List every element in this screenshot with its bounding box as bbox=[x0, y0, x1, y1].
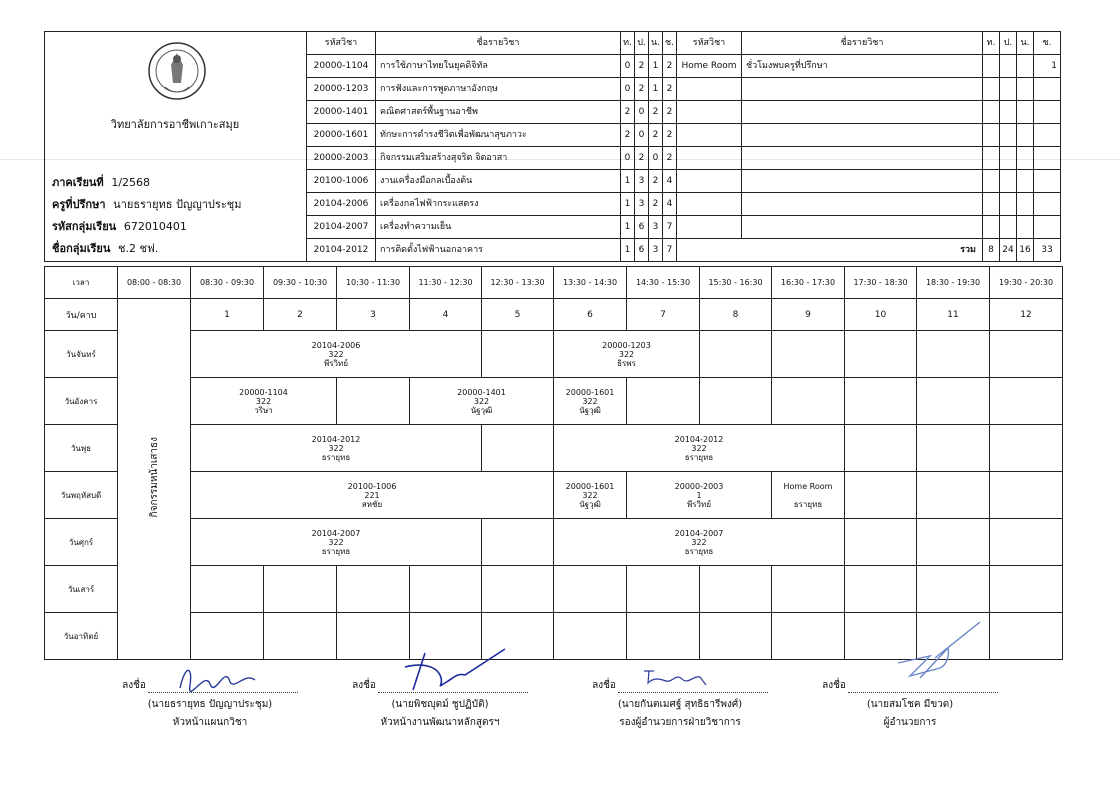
class-code: 20000-1601 bbox=[565, 387, 615, 397]
empty-cell bbox=[983, 147, 1000, 170]
empty-cell bbox=[1000, 147, 1017, 170]
empty-cell bbox=[1034, 78, 1061, 101]
empty-cell bbox=[742, 101, 983, 124]
signer-role: ผู้อำนวยการ bbox=[883, 717, 937, 728]
header-code: รหัสวิชา bbox=[307, 32, 376, 55]
empty-slot bbox=[554, 613, 627, 660]
empty-cell bbox=[983, 78, 1000, 101]
empty-cell bbox=[1000, 170, 1017, 193]
header-name-right: ชื่อรายวิชา bbox=[742, 32, 983, 55]
sign-prefix: ลงชื่อ bbox=[822, 680, 846, 691]
empty-cell bbox=[1000, 78, 1017, 101]
class-code: 20000-2003 bbox=[674, 481, 724, 491]
course-name: การฟังและการพูดภาษาอังกฤษ bbox=[376, 78, 621, 101]
course-n: 2 bbox=[649, 193, 663, 216]
course-name: เครื่องกลไฟฟ้ากระแสตรง bbox=[376, 193, 621, 216]
course-n: 2 bbox=[649, 101, 663, 124]
empty-cell bbox=[677, 193, 742, 216]
empty-slot bbox=[482, 519, 554, 566]
class-code: 20104-2006 bbox=[311, 340, 361, 350]
handwritten-signature-4 bbox=[890, 618, 985, 693]
course-c: 2 bbox=[663, 78, 677, 101]
time-slot: 11:30 - 12:30 bbox=[410, 267, 482, 299]
empty-slot bbox=[337, 378, 410, 425]
group-name-value: ช.2 ชฟ. bbox=[118, 242, 159, 255]
class-teacher: ธรายุทธ bbox=[684, 546, 714, 556]
period-number: 2 bbox=[264, 299, 337, 331]
school-info bbox=[44, 31, 306, 265]
time-slot: 09:30 - 10:30 bbox=[264, 267, 337, 299]
class-block bbox=[627, 472, 772, 519]
group-name-line bbox=[52, 239, 158, 257]
class-block bbox=[191, 472, 554, 519]
class-room: 322 bbox=[691, 537, 707, 547]
advisor-label: ครูที่ปรึกษา bbox=[52, 198, 106, 211]
class-code: 20000-1203 bbox=[602, 340, 651, 350]
totals-label: รวม bbox=[677, 239, 983, 262]
period-number: 12 bbox=[990, 299, 1063, 331]
empty-slot bbox=[482, 566, 554, 613]
course-t: 0 bbox=[621, 147, 635, 170]
empty-cell bbox=[1034, 170, 1061, 193]
empty-cell bbox=[1034, 124, 1061, 147]
signer-name: (นายสมโชค มีขวด) bbox=[866, 699, 954, 710]
time-slot: 08:00 - 08:30 bbox=[118, 267, 191, 299]
signer-role: รองผู้อำนวยการฝ่ายวิชาการ bbox=[619, 717, 741, 728]
course-t: 2 bbox=[621, 101, 635, 124]
course-p: 3 bbox=[635, 193, 649, 216]
empty-slot bbox=[410, 566, 482, 613]
empty-cell bbox=[1017, 147, 1034, 170]
semester-value: 1/2568 bbox=[111, 176, 151, 189]
class-teacher: วริษา bbox=[254, 405, 273, 415]
course-p-right bbox=[1000, 55, 1017, 78]
empty-cell bbox=[1000, 124, 1017, 147]
empty-cell bbox=[1017, 170, 1034, 193]
advisor-line bbox=[52, 195, 241, 213]
empty-slot bbox=[700, 613, 772, 660]
day-row-saturday bbox=[45, 566, 1063, 613]
empty-slot bbox=[772, 378, 845, 425]
course-c: 2 bbox=[663, 101, 677, 124]
empty-slot bbox=[990, 331, 1063, 378]
class-teacher: ธรายุทธ bbox=[684, 452, 714, 462]
time-slot: 17:30 - 18:30 bbox=[845, 267, 917, 299]
header-c-right: ช. bbox=[1034, 32, 1061, 55]
empty-slot bbox=[917, 566, 990, 613]
course-n: 2 bbox=[649, 170, 663, 193]
time-slot: 13:30 - 14:30 bbox=[554, 267, 627, 299]
college-seal-logo bbox=[147, 39, 207, 107]
empty-cell bbox=[1034, 216, 1061, 239]
course-n: 0 bbox=[649, 147, 663, 170]
course-c: 2 bbox=[663, 147, 677, 170]
empty-cell bbox=[1017, 124, 1034, 147]
empty-slot bbox=[482, 425, 554, 472]
course-t: 0 bbox=[621, 78, 635, 101]
empty-slot bbox=[845, 331, 917, 378]
course-c: 4 bbox=[663, 193, 677, 216]
empty-slot bbox=[845, 566, 917, 613]
empty-slot bbox=[917, 331, 990, 378]
course-t: 1 bbox=[621, 239, 635, 262]
class-block bbox=[191, 378, 337, 425]
course-n: 1 bbox=[649, 55, 663, 78]
time-slot: 08:30 - 09:30 bbox=[191, 267, 264, 299]
time-slot: 19:30 - 20:30 bbox=[990, 267, 1063, 299]
timetable-grid bbox=[44, 266, 1063, 660]
course-code: 20000-1104 bbox=[307, 55, 376, 78]
header-p-right: ป. bbox=[1000, 32, 1017, 55]
period-number: 5 bbox=[482, 299, 554, 331]
class-code: 20100-1006 bbox=[347, 481, 397, 491]
course-t: 2 bbox=[621, 124, 635, 147]
time-slot: 14:30 - 15:30 bbox=[627, 267, 700, 299]
header-t-right: ท. bbox=[983, 32, 1000, 55]
day-label: วันศุกร์ bbox=[45, 519, 118, 566]
period-number: 11 bbox=[917, 299, 990, 331]
period-number: 3 bbox=[337, 299, 410, 331]
empty-slot bbox=[554, 566, 627, 613]
group-name-label: ชื่อกลุ่มเรียน bbox=[52, 242, 111, 255]
course-c-right: 1 bbox=[1034, 55, 1061, 78]
class-room: 322 bbox=[473, 396, 490, 406]
class-room: 322 bbox=[582, 396, 598, 406]
class-code: 20000-1104 bbox=[239, 387, 288, 397]
empty-cell bbox=[1000, 216, 1017, 239]
empty-cell bbox=[983, 101, 1000, 124]
header-n-right: น. bbox=[1017, 32, 1034, 55]
empty-slot bbox=[264, 566, 337, 613]
empty-cell bbox=[742, 147, 983, 170]
time-slot: 16:30 - 17:30 bbox=[772, 267, 845, 299]
period-number: 10 bbox=[845, 299, 917, 331]
empty-slot bbox=[917, 519, 990, 566]
empty-cell bbox=[1017, 101, 1034, 124]
empty-cell bbox=[677, 124, 742, 147]
empty-slot bbox=[772, 331, 845, 378]
empty-cell bbox=[1034, 147, 1061, 170]
class-code: Home Room bbox=[783, 481, 833, 491]
course-code: 20104-2007 bbox=[307, 216, 376, 239]
class-room: 322 bbox=[582, 490, 598, 500]
empty-cell bbox=[1000, 101, 1017, 124]
course-p: 2 bbox=[635, 55, 649, 78]
time-slot: 15:30 - 16:30 bbox=[700, 267, 772, 299]
period-number: 9 bbox=[772, 299, 845, 331]
empty-slot bbox=[700, 331, 772, 378]
empty-slot bbox=[772, 613, 845, 660]
day-label: วันเสาร์ bbox=[45, 566, 118, 613]
course-p: 2 bbox=[635, 147, 649, 170]
handwritten-signature-2 bbox=[395, 645, 510, 695]
course-p: 2 bbox=[635, 78, 649, 101]
signer-name: (นายกันตเมศฐ์ สุทธิธารีพงศ์) bbox=[617, 699, 743, 710]
group-code-line bbox=[52, 217, 187, 235]
course-code: 20104-2006 bbox=[307, 193, 376, 216]
semester-line bbox=[52, 173, 150, 191]
class-teacher: ธรายุทธ bbox=[321, 546, 351, 556]
course-c: 7 bbox=[663, 216, 677, 239]
period-number: 8 bbox=[700, 299, 772, 331]
empty-slot bbox=[627, 378, 700, 425]
course-t: 0 bbox=[621, 55, 635, 78]
course-code: 20104-2012 bbox=[307, 239, 376, 262]
empty-cell bbox=[677, 147, 742, 170]
class-room: 322 bbox=[328, 443, 344, 453]
course-code: 20000-2003 bbox=[307, 147, 376, 170]
course-code: 20000-1203 bbox=[307, 78, 376, 101]
group-code-value: 672010401 bbox=[123, 220, 187, 233]
class-code: 20000-1401 bbox=[457, 387, 506, 397]
course-name: งานเครื่องมือกลเบื้องต้น bbox=[376, 170, 621, 193]
class-teacher: ธรายุทธ bbox=[793, 499, 823, 509]
class-code: 20104-2007 bbox=[311, 528, 361, 538]
day-row-monday bbox=[45, 331, 1063, 378]
totals-t: 8 bbox=[983, 239, 1000, 262]
class-room: 221 bbox=[364, 490, 380, 500]
header-c: ช. bbox=[663, 32, 677, 55]
empty-cell bbox=[1017, 78, 1034, 101]
empty-cell bbox=[742, 193, 983, 216]
empty-cell bbox=[1034, 193, 1061, 216]
homeroom-activity-cell bbox=[118, 299, 191, 660]
day-label: วันอาทิตย์ bbox=[45, 613, 118, 660]
empty-cell bbox=[983, 216, 1000, 239]
empty-slot bbox=[845, 519, 917, 566]
day-label: วันพุธ bbox=[45, 425, 118, 472]
empty-slot bbox=[990, 378, 1063, 425]
empty-slot bbox=[990, 472, 1063, 519]
course-t: 1 bbox=[621, 193, 635, 216]
handwritten-signature-1 bbox=[175, 660, 265, 696]
class-room: 1 bbox=[696, 490, 702, 500]
period-number: 6 bbox=[554, 299, 627, 331]
empty-cell bbox=[677, 170, 742, 193]
period-number: 7 bbox=[627, 299, 700, 331]
course-t: 1 bbox=[621, 216, 635, 239]
group-code-label: รหัสกลุ่มเรียน bbox=[52, 220, 117, 233]
empty-cell bbox=[1017, 216, 1034, 239]
class-teacher: ธิรพร bbox=[617, 358, 636, 368]
class-teacher: นัฐวุฒิ bbox=[579, 499, 601, 509]
empty-slot bbox=[482, 331, 554, 378]
course-p: 6 bbox=[635, 239, 649, 262]
period-number: 4 bbox=[410, 299, 482, 331]
class-teacher: พีรวิทย์ bbox=[686, 499, 712, 509]
signer-name: (นายธรายุทธ ปัญญาประชุม) bbox=[147, 699, 273, 710]
day-row-thursday bbox=[45, 472, 1063, 519]
course-n: 2 bbox=[649, 124, 663, 147]
day-row-tuesday bbox=[45, 378, 1063, 425]
class-block bbox=[772, 472, 845, 519]
course-name: การใช้ภาษาไทยในยุคดิจิทัล bbox=[376, 55, 621, 78]
period-number: 1 bbox=[191, 299, 264, 331]
empty-cell bbox=[1000, 193, 1017, 216]
class-room: 322 bbox=[328, 349, 344, 359]
advisor-value: นายธรายุทธ ปัญญาประชุม bbox=[113, 198, 242, 211]
signer-role: หัวหน้าแผนกวิชา bbox=[172, 717, 248, 728]
course-code: 20000-1601 bbox=[307, 124, 376, 147]
empty-cell bbox=[1017, 193, 1034, 216]
course-c: 2 bbox=[663, 124, 677, 147]
empty-cell bbox=[983, 170, 1000, 193]
header-t: ท. bbox=[621, 32, 635, 55]
empty-slot bbox=[845, 378, 917, 425]
class-teacher: สหชัย bbox=[361, 499, 383, 509]
class-code: 20000-1601 bbox=[565, 481, 615, 491]
signer-role: หัวหน้างานพัฒนาหลักสูตรฯ bbox=[380, 717, 500, 728]
course-name: ทักษะการดำรงชีวิตเพื่อพัฒนาสุขภาวะ bbox=[376, 124, 621, 147]
empty-slot bbox=[845, 472, 917, 519]
empty-slot bbox=[917, 378, 990, 425]
course-code: 20000-1401 bbox=[307, 101, 376, 124]
course-p: 0 bbox=[635, 124, 649, 147]
empty-cell bbox=[742, 78, 983, 101]
sign-prefix: ลงชื่อ bbox=[592, 680, 616, 691]
class-room: 322 bbox=[618, 349, 635, 359]
sign-prefix: ลงชื่อ bbox=[122, 680, 146, 691]
time-row bbox=[45, 267, 1063, 299]
class-code: 20104-2007 bbox=[674, 528, 724, 538]
class-block bbox=[554, 472, 627, 519]
course-name: กิจกรรมเสริมสร้างสุจริต จิตอาสา bbox=[376, 147, 621, 170]
day-label: วันจันทร์ bbox=[45, 331, 118, 378]
course-n-right bbox=[1017, 55, 1034, 78]
class-teacher: นัฐวุฒิ bbox=[470, 405, 493, 415]
time-slot: 18:30 - 19:30 bbox=[917, 267, 990, 299]
course-c: 4 bbox=[663, 170, 677, 193]
class-block bbox=[554, 378, 627, 425]
handwritten-signature-3 bbox=[640, 665, 710, 689]
empty-cell bbox=[677, 216, 742, 239]
class-block bbox=[410, 378, 554, 425]
course-code-right: Home Room bbox=[677, 55, 742, 78]
class-block bbox=[554, 425, 845, 472]
empty-slot bbox=[917, 472, 990, 519]
class-code: 20104-2012 bbox=[674, 434, 724, 444]
empty-cell bbox=[983, 193, 1000, 216]
course-name: การติดตั้งไฟฟ้านอกอาคาร bbox=[376, 239, 621, 262]
time-label: เวลา bbox=[45, 267, 118, 299]
homeroom-activity-label: กิจกรรมหน้าเสาธง bbox=[148, 437, 160, 518]
course-p: 3 bbox=[635, 170, 649, 193]
day-label: วันพฤหัสบดี bbox=[45, 472, 118, 519]
empty-cell bbox=[742, 124, 983, 147]
header-code-right: รหัสวิชา bbox=[677, 32, 742, 55]
class-room: 322 bbox=[691, 443, 707, 453]
empty-slot bbox=[191, 613, 264, 660]
empty-slot bbox=[990, 425, 1063, 472]
signer-name: (นายพิชญุตม์ ชูปฏิบัติ) bbox=[391, 699, 489, 710]
empty-slot bbox=[191, 566, 264, 613]
day-row-friday bbox=[45, 519, 1063, 566]
empty-cell bbox=[983, 124, 1000, 147]
empty-slot bbox=[264, 613, 337, 660]
totals-n: 16 bbox=[1017, 239, 1034, 262]
day-row-wednesday bbox=[45, 425, 1063, 472]
totals-p: 24 bbox=[1000, 239, 1017, 262]
course-n: 1 bbox=[649, 78, 663, 101]
empty-slot bbox=[700, 378, 772, 425]
course-n: 3 bbox=[649, 239, 663, 262]
day-label: วันอังคาร bbox=[45, 378, 118, 425]
class-block bbox=[191, 331, 482, 378]
class-block bbox=[191, 519, 482, 566]
empty-cell bbox=[742, 170, 983, 193]
period-row bbox=[45, 299, 1063, 331]
course-t: 1 bbox=[621, 170, 635, 193]
empty-cell bbox=[742, 216, 983, 239]
sign-prefix: ลงชื่อ bbox=[352, 680, 376, 691]
empty-slot bbox=[772, 566, 845, 613]
empty-slot bbox=[990, 566, 1063, 613]
course-name: คณิตศาสตร์พื้นฐานอาชีพ bbox=[376, 101, 621, 124]
header-n: น. bbox=[649, 32, 663, 55]
class-teacher: ธรายุทธ bbox=[321, 452, 351, 462]
empty-slot bbox=[917, 425, 990, 472]
empty-slot bbox=[700, 566, 772, 613]
class-code: 20104-2012 bbox=[311, 434, 361, 444]
empty-cell bbox=[1034, 101, 1061, 124]
school-name: วิทยาลัยการอาชีพเกาะสมุย bbox=[110, 118, 240, 131]
course-code: 20100-1006 bbox=[307, 170, 376, 193]
header-p: ป. bbox=[635, 32, 649, 55]
course-p: 0 bbox=[635, 101, 649, 124]
course-n: 3 bbox=[649, 216, 663, 239]
class-block bbox=[191, 425, 482, 472]
course-t-right bbox=[983, 55, 1000, 78]
empty-slot bbox=[627, 566, 700, 613]
course-c: 2 bbox=[663, 55, 677, 78]
course-c: 7 bbox=[663, 239, 677, 262]
empty-cell bbox=[677, 101, 742, 124]
course-p: 6 bbox=[635, 216, 649, 239]
course-name: เครื่องทำความเย็น bbox=[376, 216, 621, 239]
class-teacher: พีรวิทย์ bbox=[323, 358, 349, 368]
empty-slot bbox=[845, 425, 917, 472]
course-name-right: ชั่วโมงพบครูที่ปรึกษา bbox=[742, 55, 983, 78]
time-slot: 12:30 - 13:30 bbox=[482, 267, 554, 299]
empty-slot bbox=[990, 613, 1063, 660]
semester-label: ภาคเรียนที่ bbox=[52, 176, 104, 189]
empty-slot bbox=[990, 519, 1063, 566]
time-slot: 10:30 - 11:30 bbox=[337, 267, 410, 299]
class-room: 322 bbox=[255, 396, 272, 406]
period-label: วัน/คาบ bbox=[45, 299, 118, 331]
empty-slot bbox=[337, 566, 410, 613]
class-teacher: นัฐวุฒิ bbox=[579, 405, 601, 415]
class-block bbox=[554, 519, 845, 566]
empty-slot bbox=[627, 613, 700, 660]
header-name: ชื่อรายวิชา bbox=[376, 32, 621, 55]
class-room: 322 bbox=[328, 537, 344, 547]
class-block bbox=[554, 331, 700, 378]
empty-cell bbox=[677, 78, 742, 101]
totals-c: 33 bbox=[1034, 239, 1061, 262]
